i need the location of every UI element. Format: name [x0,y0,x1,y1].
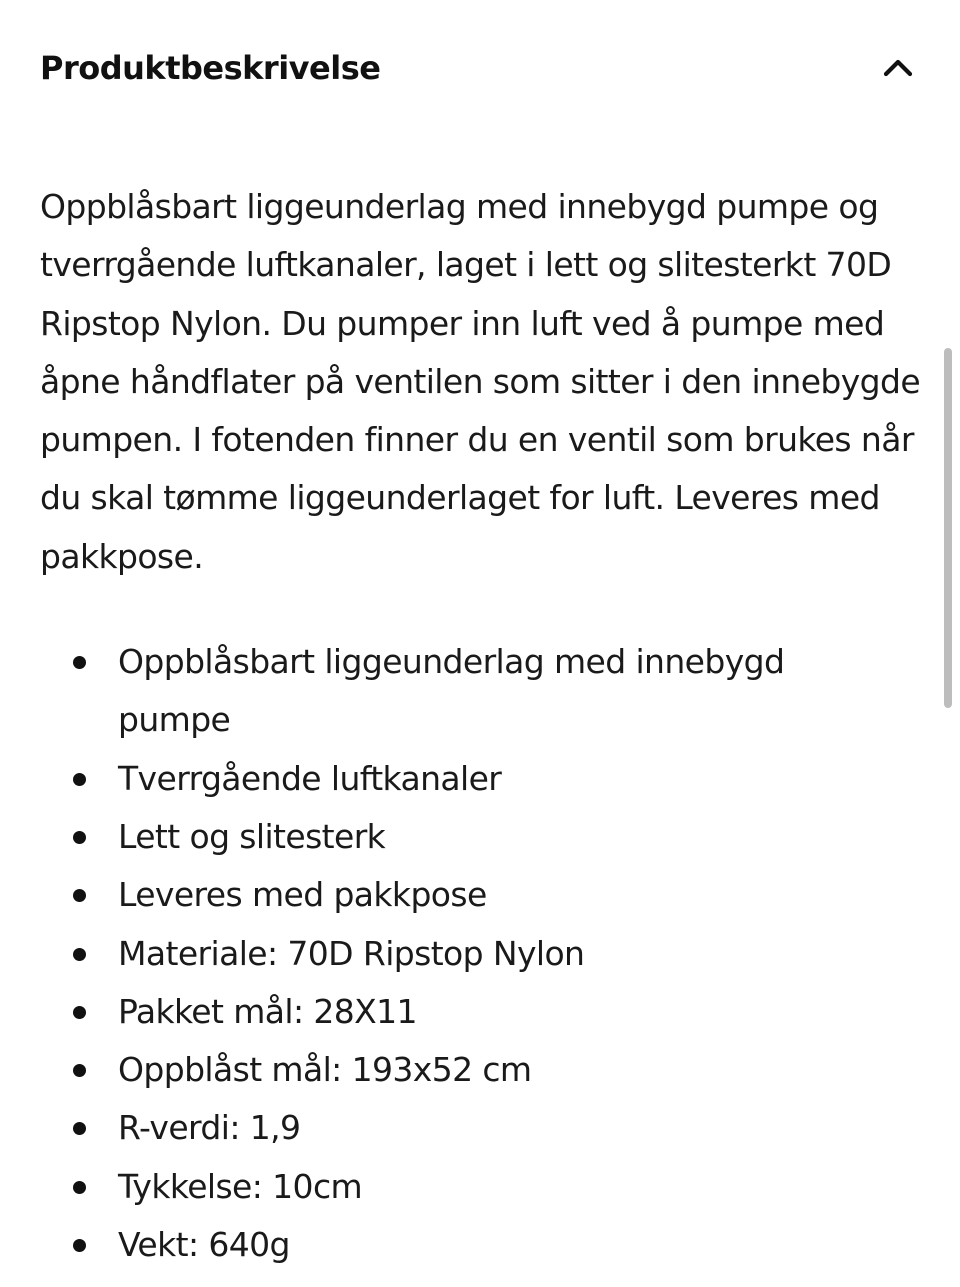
feature-text: R-verdi: 1,9 [118,1108,301,1148]
list-item [40,750,898,808]
bullet-icon [73,1064,86,1077]
feature-text: Tykkelse: 10cm [118,1166,363,1206]
description-text: Oppblåsbart liggeunderlag med innebygd pumpe og tverrgående luftkanaler, laget i lett og slitesterkt 70D Ripstop Nylon. Du pumper inn luft ved å pumpe med åpne håndflater på ventilen som sitter i den innebygde pumpen. I fotenden finner du en ventil som brukes når du skal tømme liggeunderlaget for luft. Leveres med pakkpose. [40,187,921,576]
bullet-icon [73,831,86,844]
bullet-icon [73,1239,86,1252]
feature-text: Vekt: 640g [118,1225,290,1265]
chevron-up-icon[interactable] [878,48,918,88]
feature-list [40,633,930,1274]
product-description-content [40,178,930,1274]
feature-text: Materiale: 70D Ripstop Nylon [118,933,585,973]
feature-text: Lett og slitesterk [118,816,386,856]
list-item [40,1216,898,1274]
bullet-icon [73,773,86,786]
bullet-icon [73,889,86,902]
list-item [40,983,898,1041]
list-item [40,925,898,983]
bullet-icon [73,948,86,961]
feature-text: Tverrgående luftkanaler [118,758,502,798]
accordion-header[interactable] [40,38,920,98]
list-item [40,808,898,866]
list-item [40,1099,898,1157]
scrollbar-thumb[interactable] [944,348,952,708]
feature-text: Leveres med pakkpose [118,875,487,915]
bullet-icon [73,1006,86,1019]
bullet-icon [73,656,86,669]
feature-text: Pakket mål: 28X11 [118,991,417,1031]
list-item [40,866,898,924]
bullet-icon [73,1181,86,1194]
list-item [40,633,898,750]
section-title: Produktbeskrivelse [40,49,381,87]
feature-text: Oppblåsbart liggeunderlag med innebygd pumpe [118,642,785,740]
list-item [40,1041,898,1099]
list-item [40,1158,898,1216]
feature-text: Oppblåst mål: 193x52 cm [118,1050,532,1090]
bullet-icon [73,1122,86,1135]
